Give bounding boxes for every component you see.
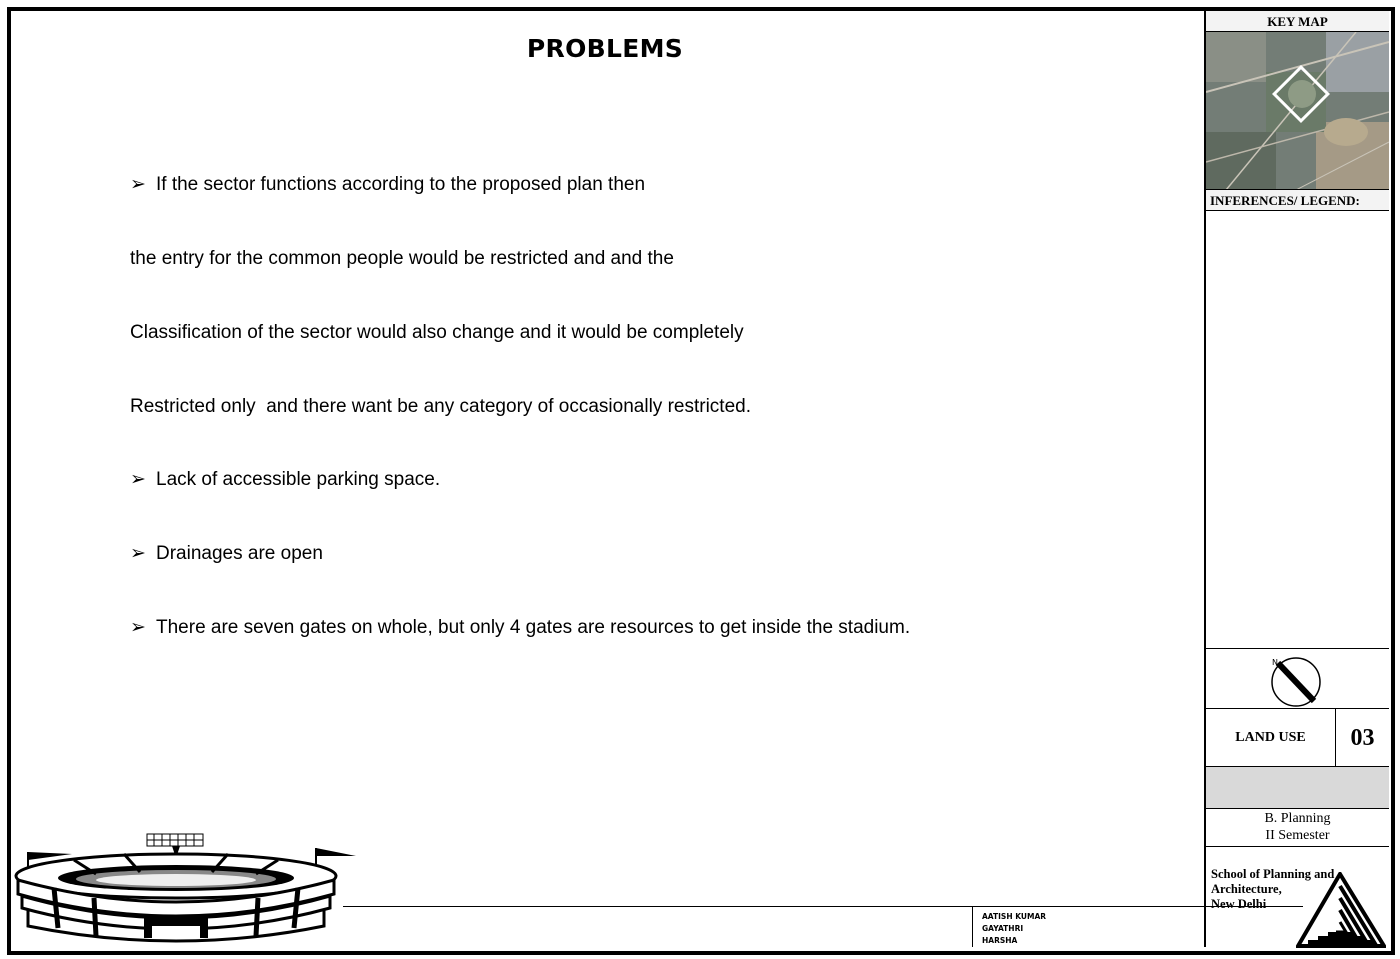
arrow-bullet-icon: ➢ <box>130 543 146 565</box>
semester-label: II Semester <box>1265 828 1330 843</box>
key-map-label: KEY MAP <box>1206 11 1389 32</box>
key-map-image <box>1206 32 1389 190</box>
page-title: PROBLEMS <box>526 34 684 63</box>
school-name: School of Planning and Architecture, New Delhi <box>1211 867 1335 911</box>
title-block-panel <box>1204 11 1389 947</box>
footer-vertical-divider <box>972 906 973 947</box>
stadium-logo-icon <box>14 828 359 946</box>
legend-label: INFERENCES/ LEGEND: <box>1206 190 1389 211</box>
course-cell <box>1206 809 1389 847</box>
drawing-name-cell <box>1206 709 1389 767</box>
sheet-number: 03 <box>1350 725 1375 751</box>
text-line: the entry for the common people would be restricted and and the <box>130 247 674 269</box>
course-label: B. Planning <box>1264 811 1331 826</box>
arrow-bullet-icon: ➢ <box>130 616 146 638</box>
text-line: ➢ Drainages are open <box>130 542 910 567</box>
north-arrow-cell <box>1206 649 1389 709</box>
drawing-name: LAND USE <box>1206 709 1336 767</box>
text-line: ➢ There are seven gates on whole, but only 4 gates are resources to get inside the stadium. <box>130 616 910 641</box>
north-arrow-icon <box>1206 649 1389 709</box>
text-line: Classification of the sector would also change and it would be completely <box>130 321 744 343</box>
text-line: Restricted only and there want be any category of occasionally restricted. <box>130 395 751 417</box>
problems-text <box>130 124 910 665</box>
arrow-bullet-icon: ➢ <box>130 469 146 491</box>
arrow-bullet-icon: ➢ <box>130 174 146 196</box>
footer-divider <box>343 906 1303 907</box>
spa-logo-icon <box>1296 872 1386 948</box>
north-label: N <box>1272 658 1278 667</box>
text-line: ➢ Lack of accessible parking space. <box>130 468 910 493</box>
text-line: ➢ If the sector functions according to the proposed plan then <box>130 173 910 198</box>
blank-grey-cell <box>1206 767 1389 809</box>
legend-area <box>1206 211 1389 649</box>
author-names: AATISH KUMAR GAYATHRI HARSHA <box>982 912 1047 945</box>
